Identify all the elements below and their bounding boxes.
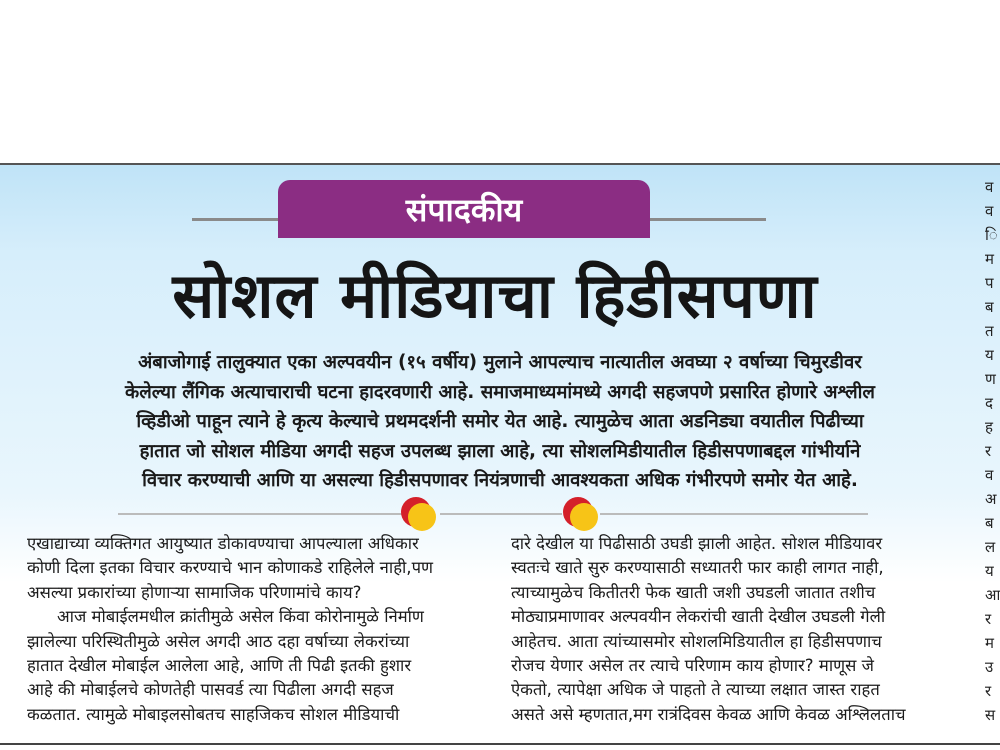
edge-glyph: उ bbox=[985, 658, 994, 676]
body-line: ऐकतो, त्यापेक्षा अधिक जे पाहतो ते त्याच्या लक्षात जास्त राहत bbox=[511, 680, 880, 700]
edge-glyph: ि bbox=[985, 226, 998, 244]
body-line: आहेतच. आता त्यांच्यासमोर सोशलमिडियातील हा हिडीसपणाच bbox=[511, 631, 882, 651]
ornament-dot-left bbox=[401, 497, 437, 533]
deck-line: हातात जो सोशल मीडिया अगदी सहज उपलब्ध झाला आहे, त्या सोशलमिडीयातील हिडीसपणाबद्दल गांभीर्याने bbox=[139, 440, 861, 462]
body-line: रोजच येणार असेल तर त्याचे परिणाम काय होणार? माणूस जे bbox=[511, 656, 874, 676]
body-line: असल्या प्रकारांच्या होणाऱ्या सामाजिक परिणामांचे काय? bbox=[27, 582, 362, 602]
edge-glyph: र bbox=[985, 442, 992, 460]
body-line: आज मोबाईलमधील क्रांतीमुळे असेल किंवा कोरोनामुळे निर्माण bbox=[57, 607, 424, 627]
body-line: हातात देखील मोबाईल आलेला आहे, आणि ती पिढी इतकी हुशार bbox=[27, 656, 412, 676]
headline: सोशल मीडियाचा हिडीसपणा bbox=[172, 259, 818, 332]
body-line: आहे की मोबाईलचे कोणतेही पासवर्ड त्या पिढीला अगदी सहज bbox=[27, 680, 394, 700]
body-line: असते असे म्हणतात,मग रात्रंदिवस केवळ आणि केवळ अश्लिलताच bbox=[511, 704, 906, 724]
edge-glyph: व bbox=[985, 178, 994, 196]
yellow-dot bbox=[408, 503, 436, 531]
deck-line: व्हिडीओ पाहून त्याने हे कृत्य केल्याचे प्रथमदर्शनी समोर येत आहे. त्यामुळेच आता अडनिड्या वयातील पिढीच्या bbox=[136, 411, 864, 432]
body-line: एखाद्याच्या व्यक्तिगत आयुष्यात डोकावण्याचा आपल्याला अधिकार bbox=[27, 534, 419, 553]
edge-glyph: प bbox=[985, 274, 994, 292]
yellow-dot bbox=[570, 503, 598, 531]
edge-glyph: र bbox=[985, 610, 992, 628]
body-line: कळतात. त्यामुळे मोबाइलसोबतच साहजिकच सोशल मीडियाची bbox=[27, 704, 400, 724]
body-line: मोठ्याप्रमाणावर अल्पवयीन लेकरांची खाती देखील उघडली गेली bbox=[511, 607, 886, 627]
edge-glyph: ब bbox=[985, 298, 994, 316]
deck-summary bbox=[50, 348, 950, 496]
adjacent-column-edge bbox=[985, 175, 1000, 735]
edge-glyph: आ bbox=[985, 586, 1000, 604]
deck-line: अंबाजोगाई तालुक्यात एका अल्पवयीन (१५ वर्षीय) मुलाने आपल्याच नात्यातील अवघ्या २ वर्षाच्या चिमुरडीवर bbox=[138, 352, 862, 373]
edge-glyph: व bbox=[985, 466, 994, 484]
body-line: कोणी दिला इतका विचार करण्याचे भान कोणाकडे राहिलेले नाही,पण bbox=[27, 558, 433, 578]
edge-glyph: म bbox=[985, 250, 994, 268]
deck-line: केलेल्या लैंगिक अत्याचाराची घटना हादरवणारी आहे. समाजमाध्यमांमध्ये अगदी सहजपणे प्रसारित होणारे अश्लील bbox=[125, 381, 875, 403]
edge-glyph: अ bbox=[985, 490, 997, 508]
edge-glyph: त bbox=[985, 322, 994, 340]
edge-glyph: म bbox=[985, 634, 994, 652]
separator-right bbox=[600, 513, 868, 515]
section-label-badge: संपादकीय bbox=[278, 180, 650, 238]
edge-glyph: ह bbox=[985, 418, 993, 436]
body-line: त्याच्यामुळेच कितीतरी फेक खाती जशी उघडली जातात तशीच bbox=[511, 582, 876, 602]
edge-glyph: द bbox=[985, 394, 993, 412]
top-border-line bbox=[0, 163, 1000, 165]
edge-glyph: ब bbox=[985, 514, 994, 532]
body-line: दारे देखील या पिढीसाठी उघडी झाली आहेत. सोशल मीडियावर bbox=[511, 534, 883, 553]
deck-line: विचार करण्याची आणि या असल्या हिडीसपणावर नियंत्रणाची आवश्यकता अधिक गंभीरपणे समोर येत आहे. bbox=[142, 470, 858, 491]
edge-glyph: व bbox=[985, 202, 994, 220]
edge-glyph: स bbox=[985, 706, 996, 724]
left-header-rule bbox=[192, 218, 282, 221]
separator-middle bbox=[440, 513, 562, 515]
right-header-rule bbox=[648, 218, 766, 221]
separator-left bbox=[118, 513, 406, 515]
ornament-dot-right bbox=[563, 497, 599, 533]
body-column-right bbox=[511, 532, 906, 727]
edge-glyph: र bbox=[985, 682, 992, 700]
edge-glyph: य bbox=[985, 346, 994, 364]
edge-glyph: ल bbox=[985, 538, 996, 556]
body-line: झालेल्या परिस्थितीमुळे असेल अगदी आठ दहा वर्षाच्या लेकरांच्या bbox=[27, 631, 410, 651]
edge-glyph: ण bbox=[985, 370, 996, 388]
edge-glyph: य bbox=[985, 562, 994, 580]
body-line: स्वतःचे खाते सुरु करण्यासाठी सध्यातरी फार काही लागत नाही, bbox=[511, 558, 884, 578]
bottom-border-line bbox=[0, 743, 1000, 745]
body-column-left bbox=[27, 532, 433, 727]
